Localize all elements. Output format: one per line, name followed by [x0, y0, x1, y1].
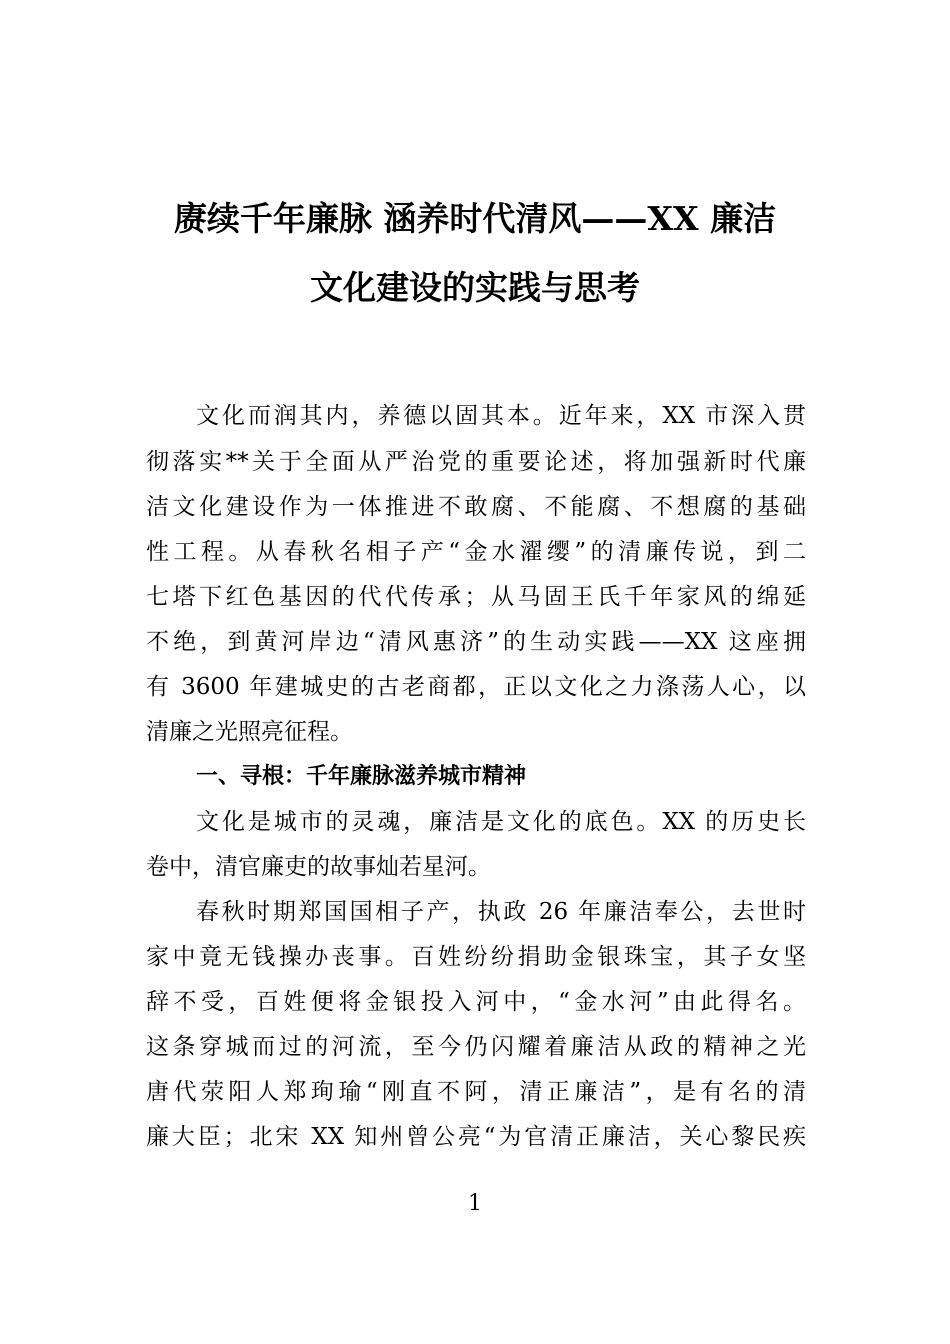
body-text-line: 唐代荥阳人郑珣瑜“刚直不阿，清正廉洁”，是有名的清: [146, 1079, 806, 1105]
body-text-line: 彻落实**关于全面从严治党的重要论述，将加强新时代廉: [146, 449, 806, 475]
body-text-line: 卷中，清官廉吏的故事灿若星河。: [146, 854, 491, 880]
body-text-line: 廉大臣；北宋 XX 知州曾公亮“为官清正廉洁，关心黎民疾: [146, 1124, 806, 1150]
document-title-line-2: 文化建设的实践与思考: [310, 268, 640, 307]
body-text-line: 文化而润其内，养德以固其本。近年来，XX 市深入贯: [196, 403, 806, 429]
body-text-line: 家中竟无钱操办丧事。百姓纷纷捐助金银珠宝，其子女坚: [146, 944, 806, 970]
body-text-line: 有 3600 年建城史的古老商都，正以文化之力涤荡人心，以: [146, 674, 806, 700]
body-text-line: 性工程。从春秋名相子产“金水濯缨”的清廉传说，到二: [146, 539, 806, 565]
body-text-line: 文化是城市的灵魂，廉洁是文化的底色。XX 的历史长: [196, 809, 806, 835]
body-text-line: 不绝，到黄河岸边“清风惠济”的生动实践——XX 这座拥: [146, 629, 806, 655]
section-heading: 一、寻根：千年廉脉滋养城市精神: [196, 764, 527, 789]
body-text-line: 洁文化建设作为一体推进不敢腐、不能腐、不想腐的基础: [146, 494, 806, 520]
body-text-line: 这条穿城而过的河流，至今仍闪耀着廉洁从政的精神之光: [146, 1034, 806, 1060]
body-text-line: 七塔下红色基因的代代传承；从马固王氏千年家风的绵延: [146, 584, 806, 610]
body-text-line: 清廉之光照亮征程。: [146, 719, 353, 745]
page-number: 1: [468, 1191, 482, 1216]
document-title-line-1: 赓续千年廉脉 涵养时代清风——XX 廉洁: [173, 199, 777, 238]
body-text-line: 辞不受，百姓便将金银投入河中，“金水河”由此得名。: [146, 989, 806, 1015]
body-text-line: 春秋时期郑国国相子产，执政 26 年廉洁奉公，去世时: [196, 899, 806, 925]
